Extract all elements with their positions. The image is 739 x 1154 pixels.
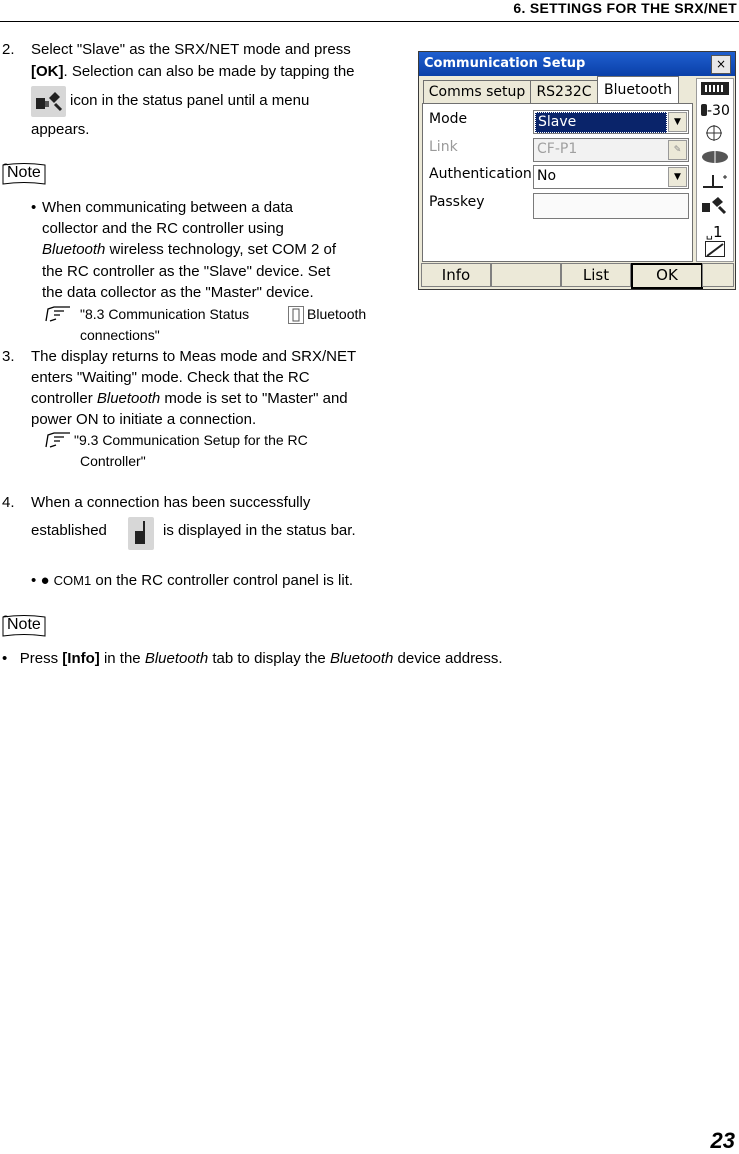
info-button[interactable]: Info	[421, 263, 491, 287]
passkey-label: Passkey	[429, 194, 485, 210]
status-panel	[696, 78, 734, 262]
note-2-line	[2, 648, 503, 669]
edit-icon: ✎	[668, 140, 687, 160]
link-label: Link	[429, 139, 458, 155]
note-1-ref-text: "8.3 Communication Status	[80, 306, 250, 322]
list-button[interactable]: List	[561, 263, 631, 287]
note-1-line-1: When communicating between a data	[42, 199, 293, 216]
bluetooth-panel	[422, 103, 693, 262]
link-value: CF-P1	[537, 141, 578, 157]
mode-label: Mode	[429, 111, 468, 127]
chevron-down-icon[interactable]: ▼	[668, 167, 687, 187]
bluetooth-term: Bluetooth	[329, 650, 394, 667]
authentication-label: Authentication	[429, 166, 532, 182]
step-2-line-2	[31, 61, 355, 82]
tilt-icon[interactable]	[701, 171, 729, 189]
in-the-text: in the	[99, 650, 145, 667]
step-3-number: 3.	[2, 348, 15, 365]
step-2-line-3: icon in the status panel until a menu	[70, 92, 310, 109]
note-1-line-2: collector and the RC controller using	[42, 220, 284, 237]
tab-bluetooth[interactable]: Bluetooth	[597, 76, 679, 104]
step-4-line-2a: established	[31, 522, 107, 539]
satellite-mode-icon[interactable]	[700, 196, 730, 216]
input-mode-icon[interactable]: ␣1	[706, 223, 723, 241]
tab-comms-setup[interactable]: Comms setup	[423, 80, 531, 104]
step-3-line-2: enters "Waiting" mode. Check that the RC	[31, 369, 310, 386]
reference-hand-icon	[44, 431, 72, 449]
dialog-button-bar	[419, 262, 735, 288]
bluetooth-term: Bluetooth	[96, 390, 161, 407]
press-text: Press	[19, 650, 63, 667]
chevron-down-icon[interactable]: ▼	[668, 112, 687, 132]
end-text: device address.	[393, 650, 503, 667]
bluetooth-term: Bluetooth	[42, 241, 106, 258]
prism-constant-icon[interactable]	[701, 103, 730, 119]
step-4-bullet-line	[31, 570, 353, 591]
info-key: [Info]	[62, 650, 100, 667]
lit-text: on the RC controller control panel is lit.	[95, 572, 354, 589]
tab-to-text: tab to display the	[208, 650, 330, 667]
lamp-dot: ●	[40, 572, 50, 589]
authentication-value: No	[537, 168, 557, 184]
note-1-line-3	[42, 239, 336, 260]
blank-button[interactable]	[491, 263, 561, 287]
target-icon[interactable]	[706, 125, 722, 141]
prism-constant-value: -30	[707, 103, 730, 119]
dialog-title: Communication Setup	[424, 56, 586, 71]
reference-hand-icon	[44, 305, 72, 323]
close-button[interactable]: ×	[711, 55, 731, 74]
dialog-titlebar	[419, 52, 735, 76]
com1-label: COM1	[53, 573, 92, 588]
input-mode-value: 1	[712, 223, 723, 241]
authentication-select[interactable]	[533, 165, 689, 189]
step-2-line-1: Select "Slave" as the SRX/NET mode and press	[31, 41, 351, 58]
step-3-ref-1: "9.3 Communication Setup for the RC	[74, 432, 308, 448]
step-3-line-3-pre: controller	[31, 390, 97, 407]
page-number: 23	[710, 1128, 735, 1153]
passkey-input[interactable]	[533, 193, 689, 219]
note-icon	[2, 162, 46, 186]
bluetooth-connected-icon	[128, 517, 154, 550]
bullet: •	[2, 650, 8, 667]
step-4-line-2b: is displayed in the status bar.	[163, 522, 356, 539]
battery-icon[interactable]	[701, 82, 729, 95]
step-3-ref-2: Controller"	[80, 453, 146, 469]
step-2-number: 2.	[2, 41, 15, 58]
step-3-line-3	[31, 388, 348, 409]
laser-icon[interactable]	[701, 149, 729, 163]
step-3-line-3-post: mode is set to "Master" and	[160, 390, 348, 407]
step-2-line-2-rest: . Selection can also be made by tapping the	[63, 63, 355, 80]
mode-select[interactable]	[533, 110, 689, 134]
note-label: Note	[7, 616, 41, 633]
note-label: Note	[7, 164, 41, 181]
bullet: •	[31, 572, 37, 589]
mode-value: Slave	[535, 112, 667, 133]
step-3-line-4: power ON to initiate a connection.	[31, 411, 257, 428]
memory-icon[interactable]	[705, 241, 725, 257]
ok-button[interactable]: OK	[631, 263, 703, 289]
note-1-bullet: •	[31, 199, 37, 216]
note-1-line-4: the RC controller as the "Slave" device. Set	[42, 263, 331, 280]
spare-button[interactable]	[702, 263, 734, 287]
step-2-line-4: appears.	[31, 121, 90, 138]
step-4-number: 4.	[2, 494, 15, 511]
tab-rs232c[interactable]: RS232C	[530, 80, 598, 104]
header-rule	[0, 21, 739, 22]
step-3-line-1: The display returns to Meas mode and SRX/NET	[31, 348, 357, 365]
ok-key: [OK]	[31, 63, 64, 80]
note-1-ref-text-3: connections"	[80, 327, 160, 343]
step-4-line-1: When a connection has been successfully	[31, 494, 311, 511]
running-header: 6. SETTINGS FOR THE SRX/NET	[513, 0, 737, 16]
link-field	[533, 138, 689, 162]
bluetooth-term: Bluetooth	[144, 650, 209, 667]
note-1-line-3-rest: wireless technology, set COM 2 of	[105, 241, 337, 258]
note-1-line-5: the data collector as the "Master" device.	[42, 284, 314, 301]
note-1-ref-text-2: Bluetooth	[307, 306, 367, 322]
note-icon	[2, 614, 46, 638]
communication-setup-dialog	[418, 51, 736, 290]
satellite-mode-icon	[31, 86, 66, 117]
bluetooth-status-icon	[288, 306, 304, 324]
